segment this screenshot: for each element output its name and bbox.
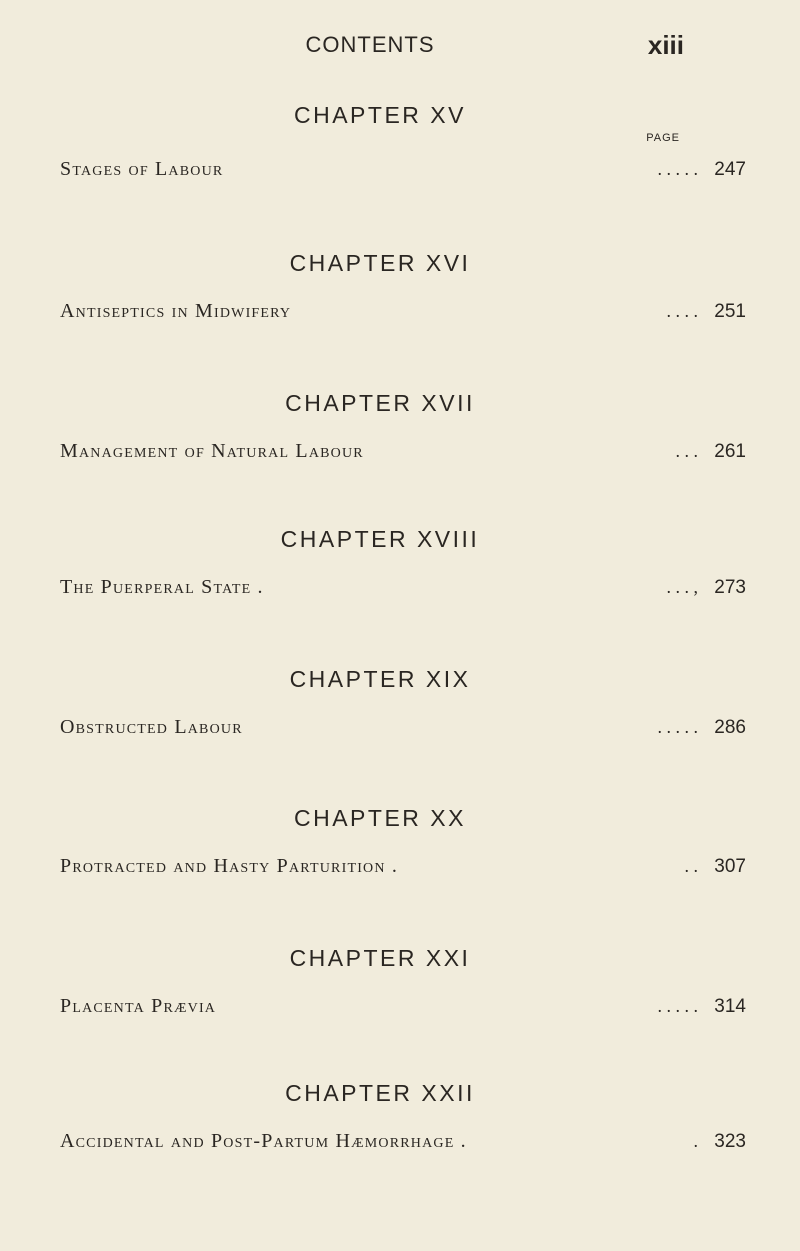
entry-title: Antiseptics in Midwifery xyxy=(60,300,292,322)
chapter-heading: CHAPTER XVI xyxy=(289,250,471,276)
chapter-block xyxy=(0,941,800,1017)
toc-entry[interactable] xyxy=(60,154,746,184)
dot-leader: . . . . . xyxy=(657,159,698,179)
page-number: 286 xyxy=(714,717,746,738)
entry-title: Management of Natural Labour xyxy=(60,440,364,462)
page-column-label: PAGE xyxy=(646,132,680,144)
page-number: 273 xyxy=(714,577,746,598)
running-title: CONTENTS xyxy=(305,32,435,57)
page-number: 314 xyxy=(714,996,746,1017)
chapter-heading: CHAPTER XV xyxy=(294,102,466,128)
toc-entry[interactable] xyxy=(60,991,746,1021)
page-number: 307 xyxy=(714,856,746,877)
entry-title: Protracted and Hasty Parturition . xyxy=(60,855,399,877)
toc-entry[interactable] xyxy=(60,572,746,602)
page-number: 251 xyxy=(714,301,746,322)
dot-leader: . . xyxy=(684,856,698,876)
dot-leader: . . . xyxy=(675,441,698,461)
chapter-heading: CHAPTER XXI xyxy=(289,945,471,971)
page-number: 323 xyxy=(714,1131,746,1152)
chapter-block xyxy=(0,246,800,322)
dot-leader: . . . , xyxy=(666,577,698,597)
entry-title: Obstructed Labour xyxy=(60,716,243,738)
chapter-block xyxy=(0,1076,800,1152)
chapter-heading: CHAPTER XXII xyxy=(285,1080,475,1106)
page-number: 261 xyxy=(714,441,746,462)
chapter-block xyxy=(0,522,800,598)
dot-leader: . xyxy=(693,1131,698,1151)
dot-leader: . . . . . xyxy=(657,996,698,1016)
toc-entry[interactable] xyxy=(60,1126,746,1156)
page-folio: xiii xyxy=(647,30,684,60)
toc-entry[interactable] xyxy=(60,712,746,742)
chapter-block xyxy=(0,662,800,738)
chapter-heading: CHAPTER XIX xyxy=(289,666,471,692)
toc-entry[interactable] xyxy=(60,436,746,466)
chapter-heading: CHAPTER XX xyxy=(294,805,466,831)
chapter-block xyxy=(0,98,800,180)
entry-title: Stages of Labour xyxy=(60,158,224,180)
entry-title: Accidental and Post-Partum Hæmorrhage . xyxy=(60,1130,467,1152)
toc-entry[interactable] xyxy=(60,851,746,881)
entry-title: The Puerperal State . xyxy=(60,576,264,598)
running-head xyxy=(0,30,800,70)
toc-entry[interactable] xyxy=(60,296,746,326)
page-number: 247 xyxy=(714,159,746,180)
dot-leader: . . . . xyxy=(666,301,698,321)
entry-title: Placenta Prævia xyxy=(60,995,217,1017)
dot-leader: . . . . . xyxy=(657,717,698,737)
chapter-block xyxy=(0,386,800,462)
chapter-heading: CHAPTER XVII xyxy=(285,390,475,416)
chapter-block xyxy=(0,801,800,877)
chapter-heading: CHAPTER XVIII xyxy=(280,526,480,552)
